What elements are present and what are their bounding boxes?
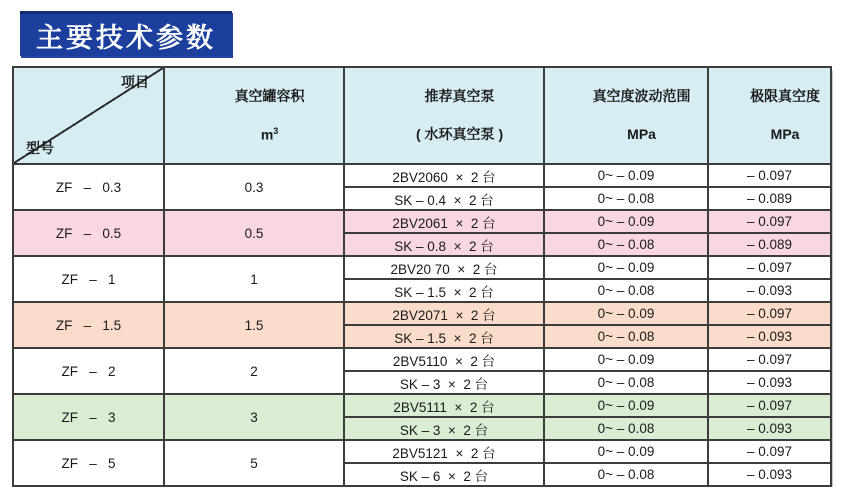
pump-cell: 2BV2071 × 2 台 — [344, 302, 544, 325]
spec-table — [12, 66, 832, 487]
limit-cell: – 0.097 — [708, 302, 831, 325]
model-cell: ZF – 0.5 — [13, 210, 164, 256]
model-cell: ZF – 3 — [13, 394, 164, 440]
range-cell: 0~ – 0.08 — [544, 417, 708, 440]
limit-cell: – 0.097 — [708, 394, 831, 417]
capacity-cell: 5 — [164, 440, 344, 486]
limit-cell: – 0.097 — [708, 210, 831, 233]
limit-cell: – 0.089 — [708, 233, 831, 256]
model-cell: ZF – 5 — [13, 440, 164, 486]
limit-cell: – 0.097 — [708, 256, 831, 279]
limit-cell: – 0.093 — [708, 371, 831, 394]
pump-cell: SK – 3 × 2 台 — [344, 371, 544, 394]
header-range: 真空度波动范围 MPa — [544, 67, 708, 164]
pump-cell: 2BV5111 × 2 台 — [344, 394, 544, 417]
header-model-label: 型号 — [26, 140, 54, 157]
pump-cell: SK – 1.5 × 2 台 — [344, 325, 544, 348]
limit-cell: – 0.089 — [708, 187, 831, 210]
pump-cell: SK – 0.4 × 2 台 — [344, 187, 544, 210]
range-cell: 0~ – 0.09 — [544, 302, 708, 325]
capacity-cell: 3 — [164, 394, 344, 440]
capacity-cell: 1 — [164, 256, 344, 302]
table-row — [13, 302, 831, 325]
pump-cell: SK – 1.5 × 2 台 — [344, 279, 544, 302]
pump-cell: 2BV2061 × 2 台 — [344, 210, 544, 233]
range-cell: 0~ – 0.09 — [544, 256, 708, 279]
header-limit: 极限真空度 MPa — [708, 67, 831, 164]
limit-cell: – 0.097 — [708, 440, 831, 463]
pump-cell: 2BV20 70 × 2 台 — [344, 256, 544, 279]
capacity-cell: 0.5 — [164, 210, 344, 256]
model-cell: ZF – 1 — [13, 256, 164, 302]
model-cell: ZF – 0.3 — [13, 164, 164, 210]
limit-cell: – 0.093 — [708, 279, 831, 302]
header-pump: 推荐真空泵 ( 水环真空泵 ) — [344, 67, 544, 164]
range-cell: 0~ – 0.08 — [544, 279, 708, 302]
table-row — [13, 256, 831, 279]
table-row — [13, 348, 831, 371]
capacity-cell: 2 — [164, 348, 344, 394]
pump-cell: SK – 3 × 2 台 — [344, 417, 544, 440]
range-cell: 0~ – 0.08 — [544, 325, 708, 348]
header-capacity: 真空罐容积 $m^3$ — [164, 67, 344, 164]
pump-cell: SK – 6 × 2 台 — [344, 463, 544, 486]
limit-cell: – 0.093 — [708, 463, 831, 486]
range-cell: 0~ – 0.08 — [544, 187, 708, 210]
range-cell: 0~ – 0.09 — [544, 348, 708, 371]
table-row — [13, 440, 831, 463]
range-cell: 0~ – 0.09 — [544, 440, 708, 463]
range-cell: 0~ – 0.09 — [544, 210, 708, 233]
range-cell: 0~ – 0.09 — [544, 164, 708, 187]
table-row — [13, 210, 831, 233]
pump-cell: 2BV5110 × 2 台 — [344, 348, 544, 371]
limit-cell: – 0.093 — [708, 417, 831, 440]
limit-cell: – 0.097 — [708, 164, 831, 187]
limit-cell: – 0.093 — [708, 325, 831, 348]
table-row — [13, 394, 831, 417]
header-item-label: 项目 — [121, 74, 149, 90]
range-cell: 0~ – 0.09 — [544, 394, 708, 417]
model-cell: ZF – 1.5 — [13, 302, 164, 348]
range-cell: 0~ – 0.08 — [544, 371, 708, 394]
title-banner — [20, 11, 232, 56]
pump-cell: 2BV5121 × 2 台 — [344, 440, 544, 463]
page-title: 主要技术参数 — [36, 22, 216, 53]
header-model-item-cell — [13, 67, 164, 164]
table-row — [13, 164, 831, 187]
header-row — [13, 67, 831, 164]
model-cell: ZF – 2 — [13, 348, 164, 394]
range-cell: 0~ – 0.08 — [544, 463, 708, 486]
pump-cell: SK – 0.8 × 2 台 — [344, 233, 544, 256]
range-cell: 0~ – 0.08 — [544, 233, 708, 256]
capacity-cell: 1.5 — [164, 302, 344, 348]
pump-cell: 2BV2060 × 2 台 — [344, 164, 544, 187]
limit-cell: – 0.097 — [708, 348, 831, 371]
capacity-cell: 0.3 — [164, 164, 344, 210]
